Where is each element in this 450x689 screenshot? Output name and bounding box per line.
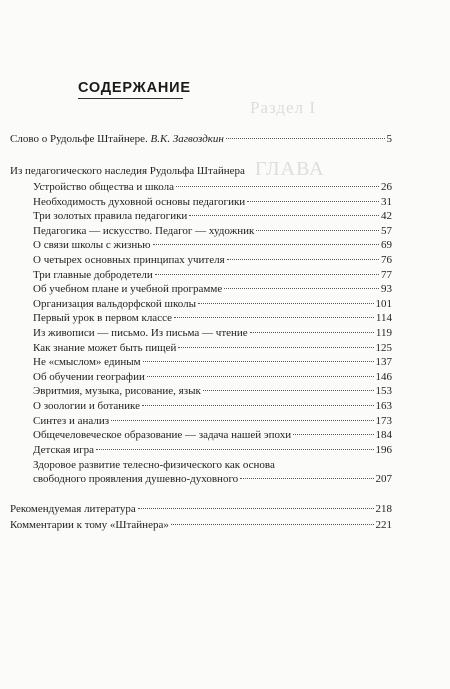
dot-leader xyxy=(247,201,379,202)
entry-label: Комментарии к тому «Штайнера» xyxy=(10,519,169,531)
toc-entry[interactable] xyxy=(33,253,392,267)
entry-page: 125 xyxy=(375,342,392,354)
toc-entry[interactable] xyxy=(33,414,392,428)
entry-page: 77 xyxy=(381,269,392,281)
toc-entry[interactable] xyxy=(10,502,392,516)
entry-page: 218 xyxy=(375,503,392,515)
bleed-through-mark: ГЛАВА xyxy=(255,158,325,180)
entry-label: Педагогика — искусство. Педагог — художник xyxy=(33,225,255,237)
toc-entry[interactable] xyxy=(33,326,392,340)
entry-page: 57 xyxy=(381,225,392,237)
entry-page: 184 xyxy=(375,429,392,441)
dot-leader xyxy=(256,230,379,231)
dot-leader xyxy=(178,347,373,348)
toc-entry[interactable] xyxy=(10,518,392,532)
entry-page: 207 xyxy=(375,473,392,485)
entry-page: 146 xyxy=(375,371,392,383)
toc-entry-multiline[interactable] xyxy=(33,472,392,486)
dot-leader xyxy=(227,259,379,260)
entry-page: 137 xyxy=(375,356,392,368)
entry-page: 76 xyxy=(381,254,392,266)
dot-leader xyxy=(176,186,379,187)
entry-label: Об учебном плане и учебной программе xyxy=(33,283,223,295)
toc-entry[interactable] xyxy=(33,282,392,296)
entry-label: Общечеловеческое образование — задача нашей эпохи xyxy=(33,429,292,441)
entry-label: О связи школы с жизнью xyxy=(33,239,151,251)
dot-leader xyxy=(143,361,374,362)
entry-label: Как знание может быть пищей xyxy=(33,342,177,354)
entry-label: Из живописи — письмо. Из письма — чтение xyxy=(33,327,248,339)
entry-label: О зоологии и ботанике xyxy=(33,400,140,412)
entry-label: Не «смыслом» единым xyxy=(33,356,141,368)
entry-label: свободного проявления душевно-духовного xyxy=(33,473,239,485)
dot-leader xyxy=(240,478,373,479)
entry-page: 5 xyxy=(386,133,392,145)
dot-leader xyxy=(142,405,374,406)
entry-page: 173 xyxy=(375,415,392,427)
toc-entry[interactable] xyxy=(33,428,392,442)
toc-entry-preface[interactable] xyxy=(10,132,392,146)
toc-entry[interactable] xyxy=(33,209,392,223)
toc-entry[interactable] xyxy=(33,311,392,325)
entry-page: 101 xyxy=(375,298,392,310)
dot-leader xyxy=(203,390,374,391)
entry-page: 93 xyxy=(381,283,392,295)
entry-page: 42 xyxy=(381,210,392,222)
toc-entry[interactable] xyxy=(33,443,392,457)
toc-entry[interactable] xyxy=(33,355,392,369)
entry-label: Организация вальдорфской школы xyxy=(33,298,196,310)
entry-label: Синтез и анализ xyxy=(33,415,110,427)
entry-label: Слово о Рудольфе Штайнере. В.К. Загвоздкин xyxy=(10,133,224,145)
toc-entry[interactable] xyxy=(33,268,392,282)
toc-entry[interactable] xyxy=(33,224,392,238)
entry-label: Первый урок в первом классе xyxy=(33,312,172,324)
toc-entry[interactable] xyxy=(33,341,392,355)
dot-leader xyxy=(171,524,374,525)
entry-label: О четырех основных принципах учителя xyxy=(33,254,225,266)
toc-entry[interactable] xyxy=(33,180,392,194)
section-title: Из педагогического наследия Рудольфа Штайнера xyxy=(10,165,245,177)
dot-leader xyxy=(250,332,374,333)
entry-page: 119 xyxy=(375,327,392,339)
toc-entry-line[interactable]: Здоровое развитие телесно-физического как основа xyxy=(33,459,275,471)
dot-leader xyxy=(153,244,380,245)
entry-label: Рекомендуемая литература xyxy=(10,503,136,515)
dot-leader xyxy=(147,376,374,377)
toc-heading: СОДЕРЖАНИЕ xyxy=(78,80,191,96)
entry-page: 26 xyxy=(381,181,392,193)
dot-leader xyxy=(138,508,374,509)
entry-page: 221 xyxy=(375,519,392,531)
dot-leader xyxy=(293,434,373,435)
toc-entry[interactable] xyxy=(33,238,392,252)
entry-label: Об обучении географии xyxy=(33,371,145,383)
bleed-through-mark: Раздел I xyxy=(250,98,316,117)
entry-label: Устройство общества и школа xyxy=(33,181,174,193)
dot-leader xyxy=(111,420,373,421)
dot-leader xyxy=(174,317,374,318)
toc-entry[interactable] xyxy=(33,195,392,209)
entry-label: Три золотых правила педагогики xyxy=(33,210,188,222)
entry-page: 163 xyxy=(375,400,392,412)
dot-leader xyxy=(155,274,379,275)
entry-label: Три главные добродетели xyxy=(33,269,153,281)
dot-leader xyxy=(226,138,385,139)
entry-page: 31 xyxy=(381,196,392,208)
dot-leader xyxy=(96,449,374,450)
entry-label: Детская игра xyxy=(33,444,94,456)
entry-page: 153 xyxy=(375,385,392,397)
dot-leader xyxy=(224,288,379,289)
toc-entry[interactable] xyxy=(33,370,392,384)
toc-entry[interactable] xyxy=(33,297,392,311)
dot-leader xyxy=(189,215,379,216)
entry-page: 114 xyxy=(375,312,392,324)
toc-entry[interactable] xyxy=(33,384,392,398)
entry-label: Необходимость духовной основы педагогики xyxy=(33,196,246,208)
entry-page: 69 xyxy=(381,239,392,251)
toc-entry[interactable] xyxy=(33,399,392,413)
entry-label: Эвритмия, музыка, рисование, язык xyxy=(33,385,201,397)
dot-leader xyxy=(198,303,374,304)
heading-underline xyxy=(78,98,183,99)
entry-page: 196 xyxy=(375,444,392,456)
